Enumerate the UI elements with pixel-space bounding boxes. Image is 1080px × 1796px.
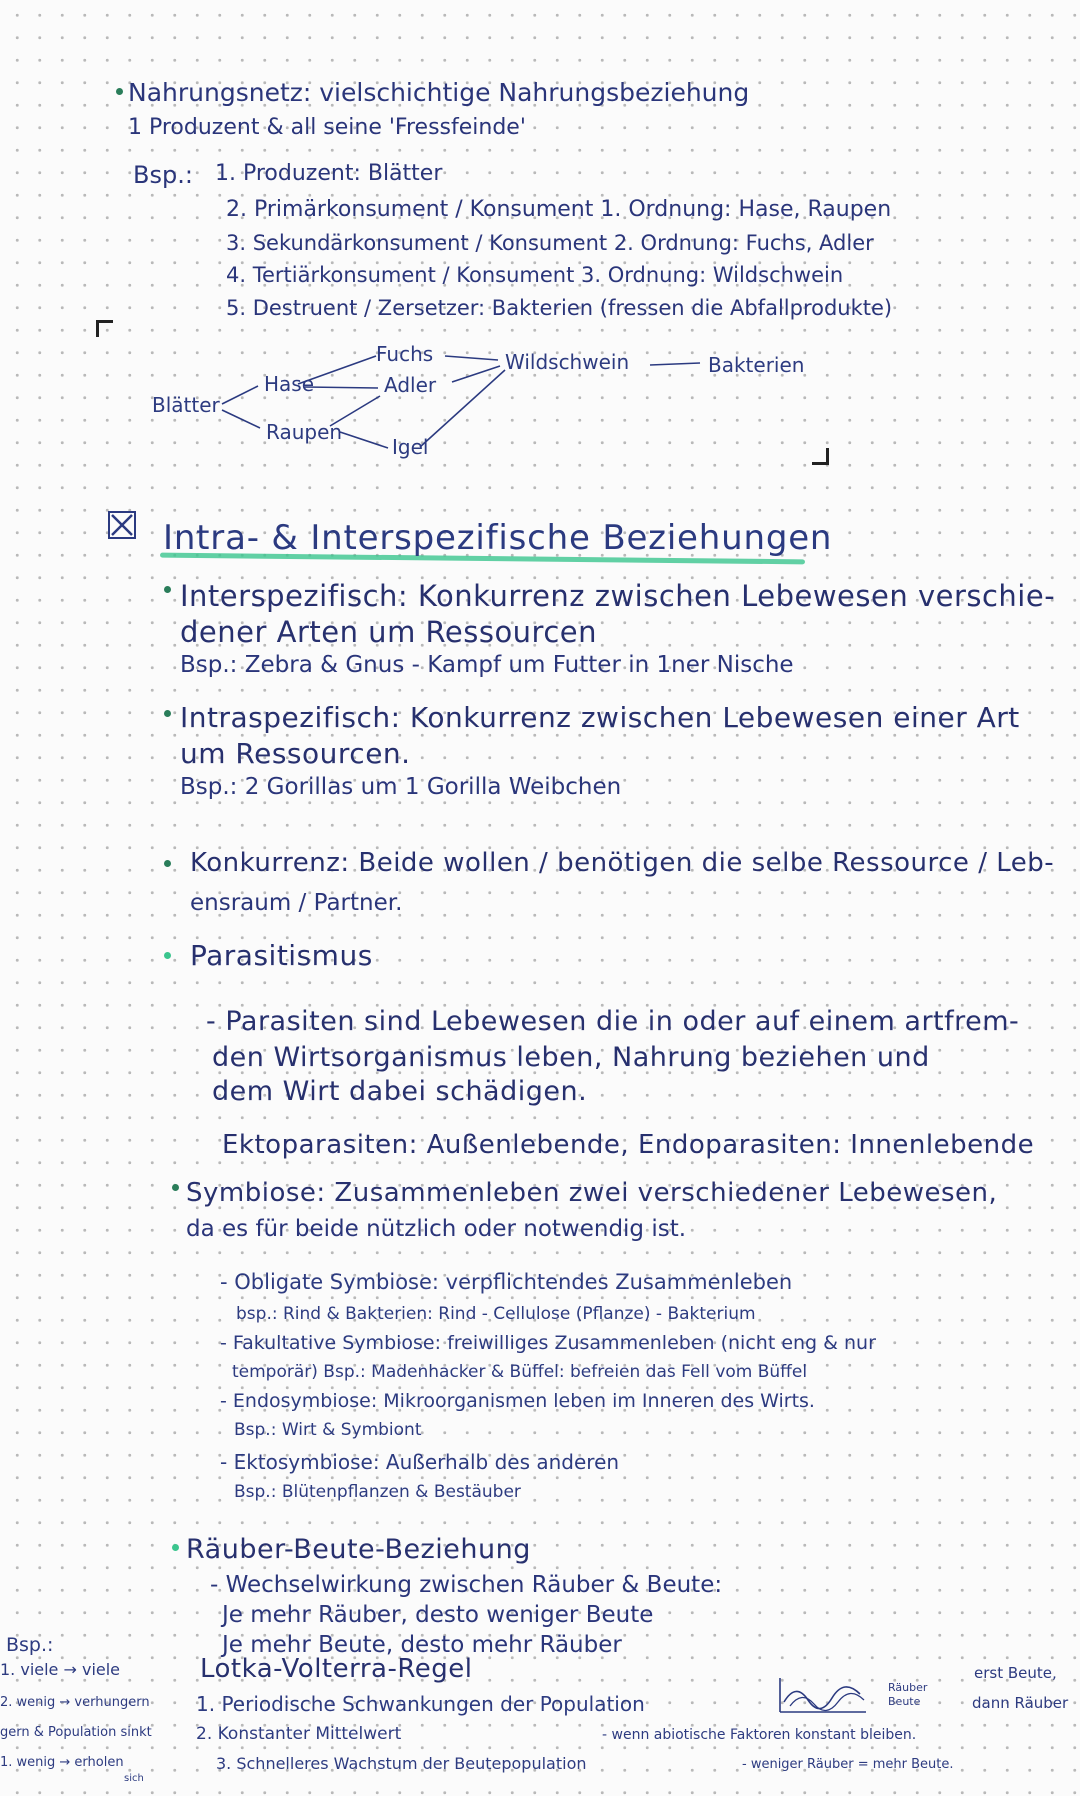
symbiose-fakultativ: - Fakultative Symbiose: freiwilliges Zusammenleben (nicht eng & nur [220, 1332, 876, 1354]
intra-line-1: Intraspezifisch: Konkurrenz zwischen Lebewesen einer Art [180, 701, 1020, 734]
diagram-igel: Igel [392, 435, 429, 459]
diagram-bakterien: Bakterien [708, 353, 805, 377]
bullet-dot [164, 860, 171, 867]
intra-bsp: Bsp.: 2 Gorillas um 1 Gorilla Weibchen [180, 774, 622, 800]
beziehungen-heading: Intra- & Interspezifische Beziehungen [163, 518, 833, 558]
note-right-2: dann Räuber [972, 1694, 1069, 1712]
diagram-hase: Hase [264, 372, 315, 396]
symbiose-ekto-bsp: Bsp.: Blütenpflanzen & Bestäuber [234, 1482, 521, 1502]
diagram-raupen: Raupen [266, 420, 343, 444]
nahrungsnetz-item-3: 3. Sekundärkonsument / Konsument 2. Ordnung: Fuchs, Adler [226, 231, 874, 255]
nahrungsnetz-title: Nahrungsnetz: vielschichtige Nahrungsbeziehung [128, 78, 750, 107]
rule-1: 1. Periodische Schwankungen der Population [196, 1692, 645, 1716]
bsp-label: Bsp.: [133, 161, 193, 189]
rule-2: 2. Konstanter Mittelwert [196, 1724, 402, 1744]
parasitismus-title: Parasitismus [190, 939, 373, 972]
rule-2-note: - wenn abiotische Faktoren konstant bleiben. [602, 1727, 917, 1743]
diagram-adler: Adler [384, 373, 437, 397]
checkbox-icon [108, 511, 136, 539]
nahrungsnetz-item-2: 2. Primärkonsument / Konsument 1. Ordnung: Hase, Raupen [226, 197, 892, 222]
diagram-wildschwein: Wildschwein [505, 350, 630, 374]
diagram-blaetter: Blätter [152, 393, 220, 417]
inter-line-1: Interspezifisch: Konkurrenz zwischen Lebewesen verschie- [180, 579, 1056, 613]
symbiose-fakultativ-2: temporär) Bsp.: Madenhacker & Büffel: befreien das Fell vom Büffel [232, 1362, 808, 1382]
legend-raeuber: Räuber [888, 1681, 928, 1694]
inter-line-2: dener Arten um Ressourcen [180, 615, 598, 649]
konkurrenz-line-1: Konkurrenz: Beide wollen / benötigen die selbe Ressource / Leb- [190, 848, 1055, 878]
legend-beute: Beute [888, 1695, 921, 1708]
bullet-dot [164, 710, 171, 717]
symbiose-endo: - Endosymbiose: Mikroorganismen leben im Inneren des Wirts. [220, 1390, 815, 1412]
rule-3: 3. Schnelleres Wachstum der Beutepopulation [216, 1754, 587, 1773]
parasitismus-line-1: - Parasiten sind Lebewesen die in oder auf einem artfrem- [206, 1006, 1020, 1037]
nahrungsnetz-item-4: 4. Tertiärkonsument / Konsument 3. Ordnung: Wildschwein [226, 263, 844, 287]
diagram-fuchs: Fuchs [376, 342, 434, 366]
raeuber-line-2: Je mehr Räuber, desto weniger Beute [222, 1602, 654, 1628]
bullet-dot [172, 1544, 179, 1551]
nahrungsnetz-item-5: 5. Destruent / Zersetzer: Bakterien (fressen die Abfallprodukte) [226, 296, 893, 320]
bullet-dot [164, 952, 171, 959]
nahrungsnetz-subtitle: 1 Produzent & all seine 'Fressfeinde' [128, 115, 526, 140]
left-bsp: Bsp.: [6, 1634, 54, 1656]
symbiose-obligate: - Obligate Symbiose: verpflichtendes Zusammenleben [220, 1270, 793, 1294]
parasitismus-line-4: Ektoparasiten: Außenlebende, Endoparasiten: Innenlebende [222, 1130, 1035, 1160]
intra-line-2: um Ressourcen. [180, 737, 411, 770]
symbiose-line-1: Symbiose: Zusammenleben zwei verschiedener Lebewesen, [186, 1178, 998, 1208]
nahrungsnetz-item-1: 1. Produzent: Blätter [215, 161, 443, 186]
raeuber-title: Räuber-Beute-Beziehung [186, 1534, 531, 1565]
symbiose-ekto: - Ektosymbiose: Außerhalb des anderen [220, 1450, 620, 1474]
left-note-2: 2. wenig → verhungern [0, 1695, 150, 1710]
rule-3-note: - weniger Räuber = mehr Beute. [742, 1757, 954, 1772]
symbiose-endo-bsp: Bsp.: Wirt & Symbiont [234, 1420, 422, 1440]
symbiose-line-2: da es für beide nützlich oder notwendig ist. [186, 1216, 687, 1242]
lotka-volterra: Lotka-Volterra-Regel [200, 1654, 473, 1684]
food-web-lines [0, 0, 1080, 520]
parasitismus-line-2: den Wirtsorganismus leben, Nahrung beziehen und [212, 1042, 930, 1073]
symbiose-obligate-bsp: bsp.: Rind & Bakterien: Rind - Cellulose (Pflanze) - Bakterium [236, 1304, 756, 1324]
raeuber-line-3: Je mehr Beute, desto mehr Räuber [222, 1632, 622, 1658]
konkurrenz-line-2: ensraum / Partner. [190, 890, 403, 916]
left-note-5: sich [124, 1773, 144, 1784]
left-note-3: gern & Population sinkt [0, 1725, 152, 1740]
population-wave-icon [778, 1676, 868, 1716]
note-right-1: erst Beute, [974, 1664, 1057, 1682]
bullet-dot [172, 1184, 179, 1191]
left-note-1: 1. viele → viele [0, 1660, 121, 1679]
raeuber-line-1: - Wechselwirkung zwischen Räuber & Beute: [210, 1572, 723, 1598]
inter-bsp: Bsp.: Zebra & Gnus - Kampf um Futter in 1ner Nische [180, 652, 794, 678]
bullet-dot [164, 586, 171, 593]
left-note-4: 1. wenig → erholen [0, 1755, 124, 1770]
parasitismus-line-3: dem Wirt dabei schädigen. [212, 1076, 588, 1107]
